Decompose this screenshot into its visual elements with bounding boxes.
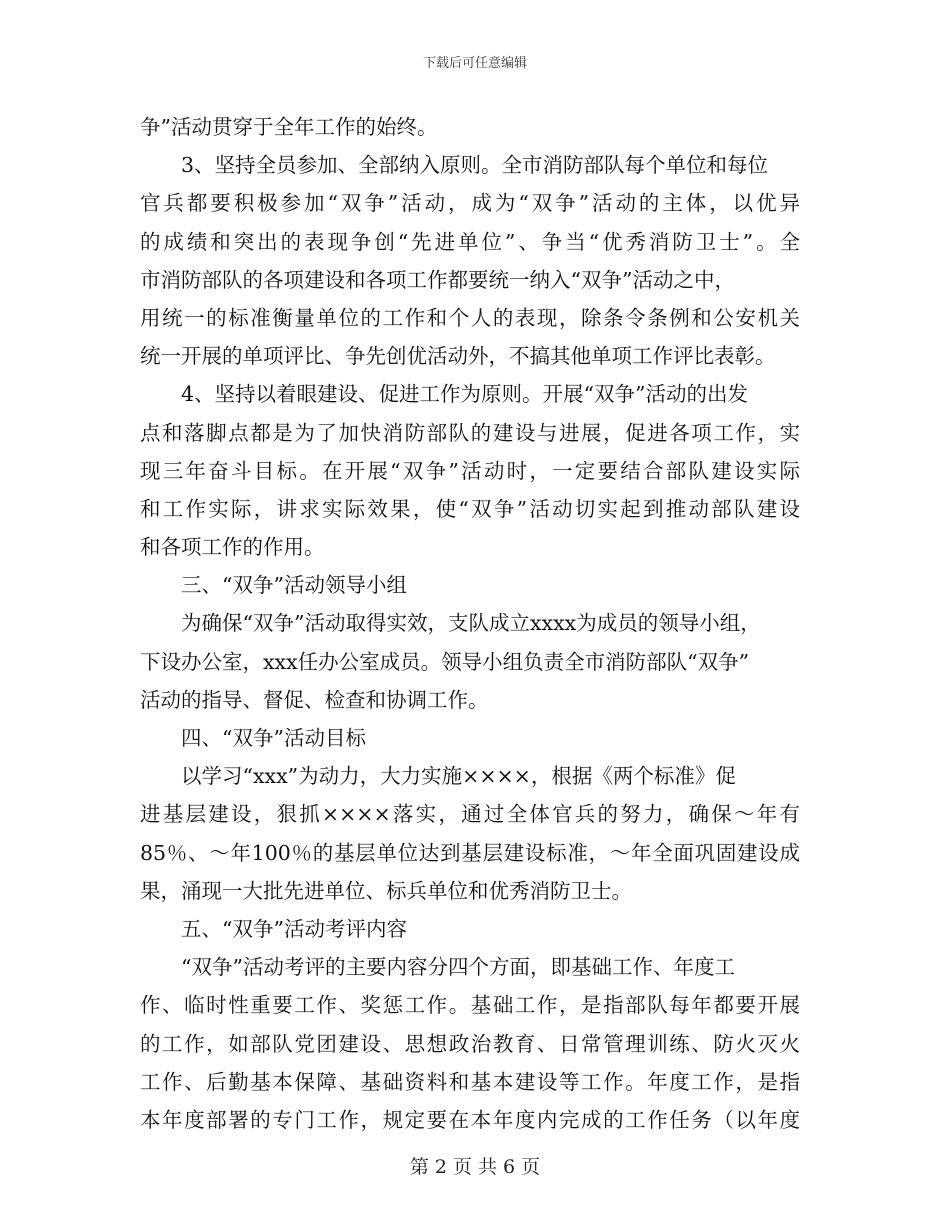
text-line: 市消防部队的各项建设和各项工作都要统一纳入“双争”活动之中，	[140, 267, 735, 292]
text-line: 活动的指导、督促、检查和协调工作。	[140, 687, 489, 712]
text-line: 果，涌现一大批先进单位、标兵单位和优秀消防卫士。	[140, 878, 632, 903]
page-header-note: 下载后可任意编辑	[422, 56, 527, 71]
text-line: 点和落脚点都是为了加快消防部队的建设与进展，促进各项工作，实	[140, 420, 800, 445]
text-line: 85％、～年100％的基层单位达到基层建设标准，～年全面巩固建设成	[140, 840, 800, 865]
text-line: “双争”活动考评的主要内容分四个方面，即基础工作、年度工	[181, 955, 735, 980]
page-number-footer: 第 2 页 共 6 页	[409, 1156, 541, 1178]
document-body	[140, 108, 800, 1139]
text-line: 官兵都要积极参加“双争”活动，成为“双争”活动的主体，以优异	[140, 191, 800, 216]
text-line: 作、临时性重要工作、奖惩工作。基础工作，是指部队每年都要开展	[140, 993, 800, 1018]
text-line: 为确保“双争”活动取得实效，支队成立xxxx为成员的领导小组，	[181, 611, 761, 636]
text-line: 现三年奋斗目标。在开展“双争”活动时，一定要结合部队建设实际	[140, 458, 800, 483]
text-line: 本年度部署的专门工作，规定要在本年度内完成的工作任务（以年度	[140, 1107, 800, 1132]
text-line: 工作、后勤基本保障、基础资料和基本建设等工作。年度工作，是指	[140, 1069, 800, 1094]
text-line: 3、坚持全员参加、全部纳入原则。全市消防部队每个单位和每位	[181, 153, 769, 178]
section-heading: 四、“双争”活动目标	[181, 726, 366, 750]
text-line: 4、坚持以着眼建设、促进工作为原则。开展“双争”活动的出发	[181, 382, 749, 407]
text-line: 争”活动贯穿于全年工作的始终。	[140, 115, 438, 139]
text-line: 进基层建设，狠抓××××落实，通过全体官兵的努力，确保～年有	[140, 802, 800, 827]
text-line: 的成绩和突出的表现争创“先进单位”、争当“优秀消防卫士”。全	[140, 229, 800, 254]
text-line: 下设办公室，xxx任办公室成员。领导小组负责全市消防部队“双争”	[140, 649, 750, 674]
section-heading: 三、“双争”活动领导小组	[181, 573, 407, 598]
text-line: 以学习“xxx”为动力，大力实施××××，根据《两个标准》促	[181, 764, 736, 789]
section-heading: 五、“双争”活动考评内容	[181, 916, 407, 941]
text-line: 的工作，如部队党团建设、思想政治教育、日常管理训练、防火灭火	[140, 1031, 800, 1056]
text-line: 和工作实际，讲求实际效果，使“双争”活动切实起到推动部队建设	[140, 496, 800, 521]
text-line: 统一开展的单项评比、争先创优活动外，不搞其他单项工作评比表彰。	[140, 344, 776, 369]
text-line: 用统一的标准衡量单位的工作和个人的表现，除条令条例和公安机关	[140, 305, 800, 330]
text-line: 和各项工作的作用。	[140, 535, 325, 560]
